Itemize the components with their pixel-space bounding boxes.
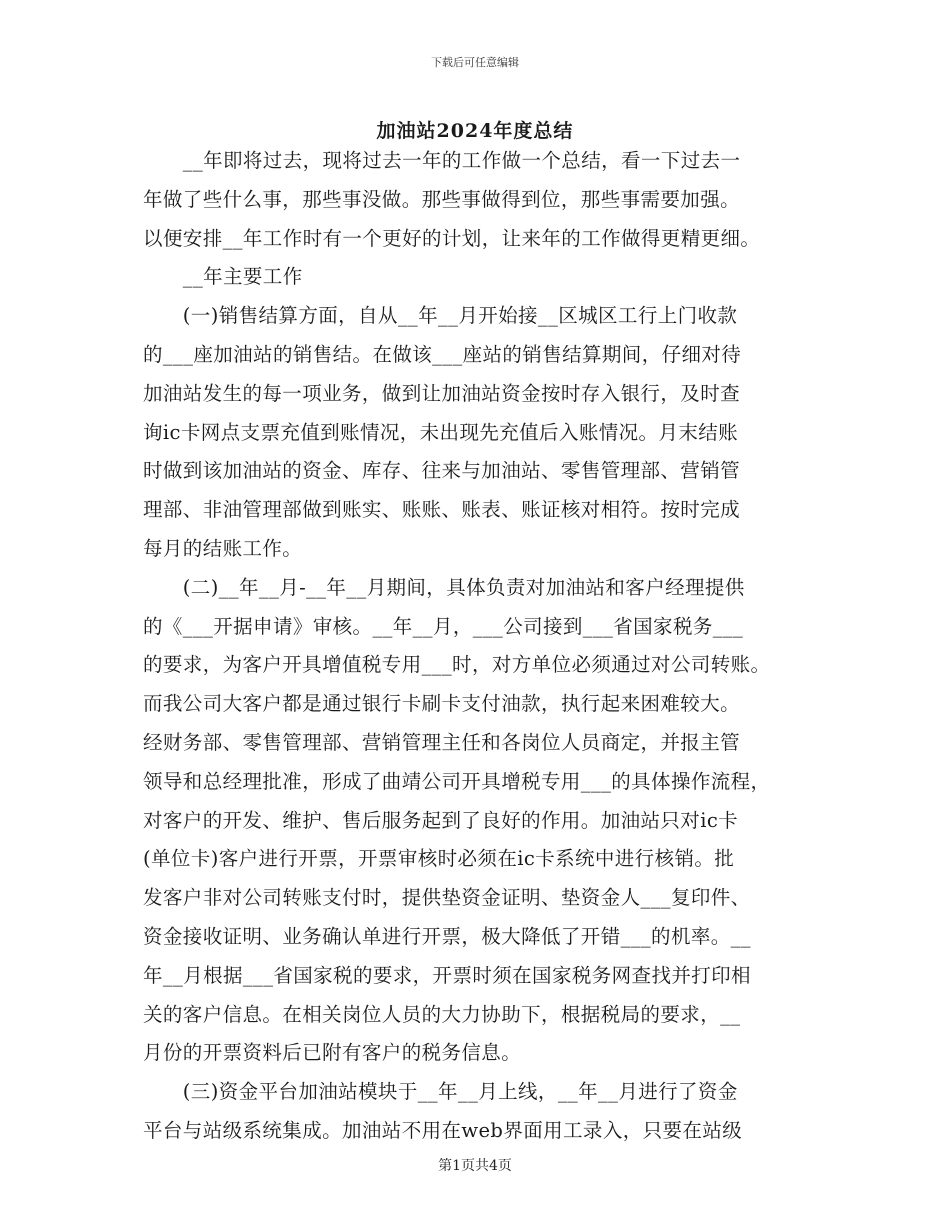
header-note: 下载后可任意编辑 <box>431 56 519 69</box>
text-line: (三)资金平台加油站模块于__年__月上线，__年__月进行了资金 <box>143 1080 738 1104</box>
text-line: 年__月根据___省国家税的要求，开票时须在国家税务网查找并打印相 <box>143 963 751 987</box>
text-line: 以便安排__年工作时有一个更好的计划，让来年的工作做得更精更细。 <box>143 226 761 250</box>
text-line: 月份的开票资料后已附有客户的税务信息。 <box>143 1041 522 1065</box>
text-line: 理部、非油管理部做到账实、账账、账表、账证核对相符。按时完成 <box>143 498 741 522</box>
text-line: (一)销售结算方面，自从__年__月开始接__区城区工行上门收款 <box>143 304 738 328</box>
text-line: 领导和总经理批准，形成了曲靖公司开具增税专用___的具体操作流程， <box>143 769 771 793</box>
document-body <box>143 142 803 1151</box>
text-line: 询ic卡网点支票充值到账情况，未出现先充值后入账情况。月末结账 <box>143 420 739 444</box>
text-line: 的___座加油站的销售结。在做该___座站的销售结算期间，仔细对待 <box>143 342 742 366</box>
text-line: 时做到该加油站的资金、库存、往来与加油站、零售管理部、营销管 <box>143 459 741 483</box>
text-line: 每月的结账工作。 <box>143 536 303 560</box>
text-line: 对客户的开发、维护、售后服务起到了良好的作用。加油站只对ic卡 <box>143 808 739 832</box>
page-number: 第1页共4页 <box>438 1158 512 1174</box>
text-line: 的《___开据申请》审核。__年__月，___公司接到___省国家税务___ <box>143 614 744 638</box>
text-line: 发客户非对公司转账支付时，提供垫资金证明、垫资金人___复印件、 <box>143 886 751 910</box>
text-line: __年主要工作 <box>143 265 303 289</box>
text-line: 平台与站级系统集成。加油站不用在web界面用工录入，只要在站级 <box>143 1118 743 1142</box>
text-line: (单位卡)客户进行开票，开票审核时必须在ic卡系统中进行核销。批 <box>143 847 735 871</box>
document-title: 加油站2024年度总结 <box>376 120 574 142</box>
text-line: 的要求，为客户开具增值税专用___时，对方单位必须通过对公司转账。 <box>143 653 771 677</box>
text-line: 关的客户信息。在相关岗位人员的大力协助下，根据税局的要求，__ <box>143 1002 741 1026</box>
text-line: __年即将过去，现将过去一年的工作做一个总结，看一下过去一 <box>143 149 741 172</box>
text-line: (二)__年__月-__年__月期间，具体负责对加油站和客户经理提供 <box>143 575 745 599</box>
text-line: 加油站发生的每一项业务，做到让加油站资金按时存入银行，及时查 <box>143 381 741 405</box>
text-line: 年做了些什么事，那些事没做。那些事做得到位，那些事需要加强。 <box>143 187 741 211</box>
text-line: 而我公司大客户都是通过银行卡刷卡支付油款，执行起来困难较大。 <box>143 692 741 716</box>
text-line: 经财务部、零售管理部、营销管理主任和各岗位人员商定，并报主管 <box>143 730 741 754</box>
text-line: 资金接收证明、业务确认单进行开票，极大降低了开错___的机率。__ <box>143 924 751 948</box>
